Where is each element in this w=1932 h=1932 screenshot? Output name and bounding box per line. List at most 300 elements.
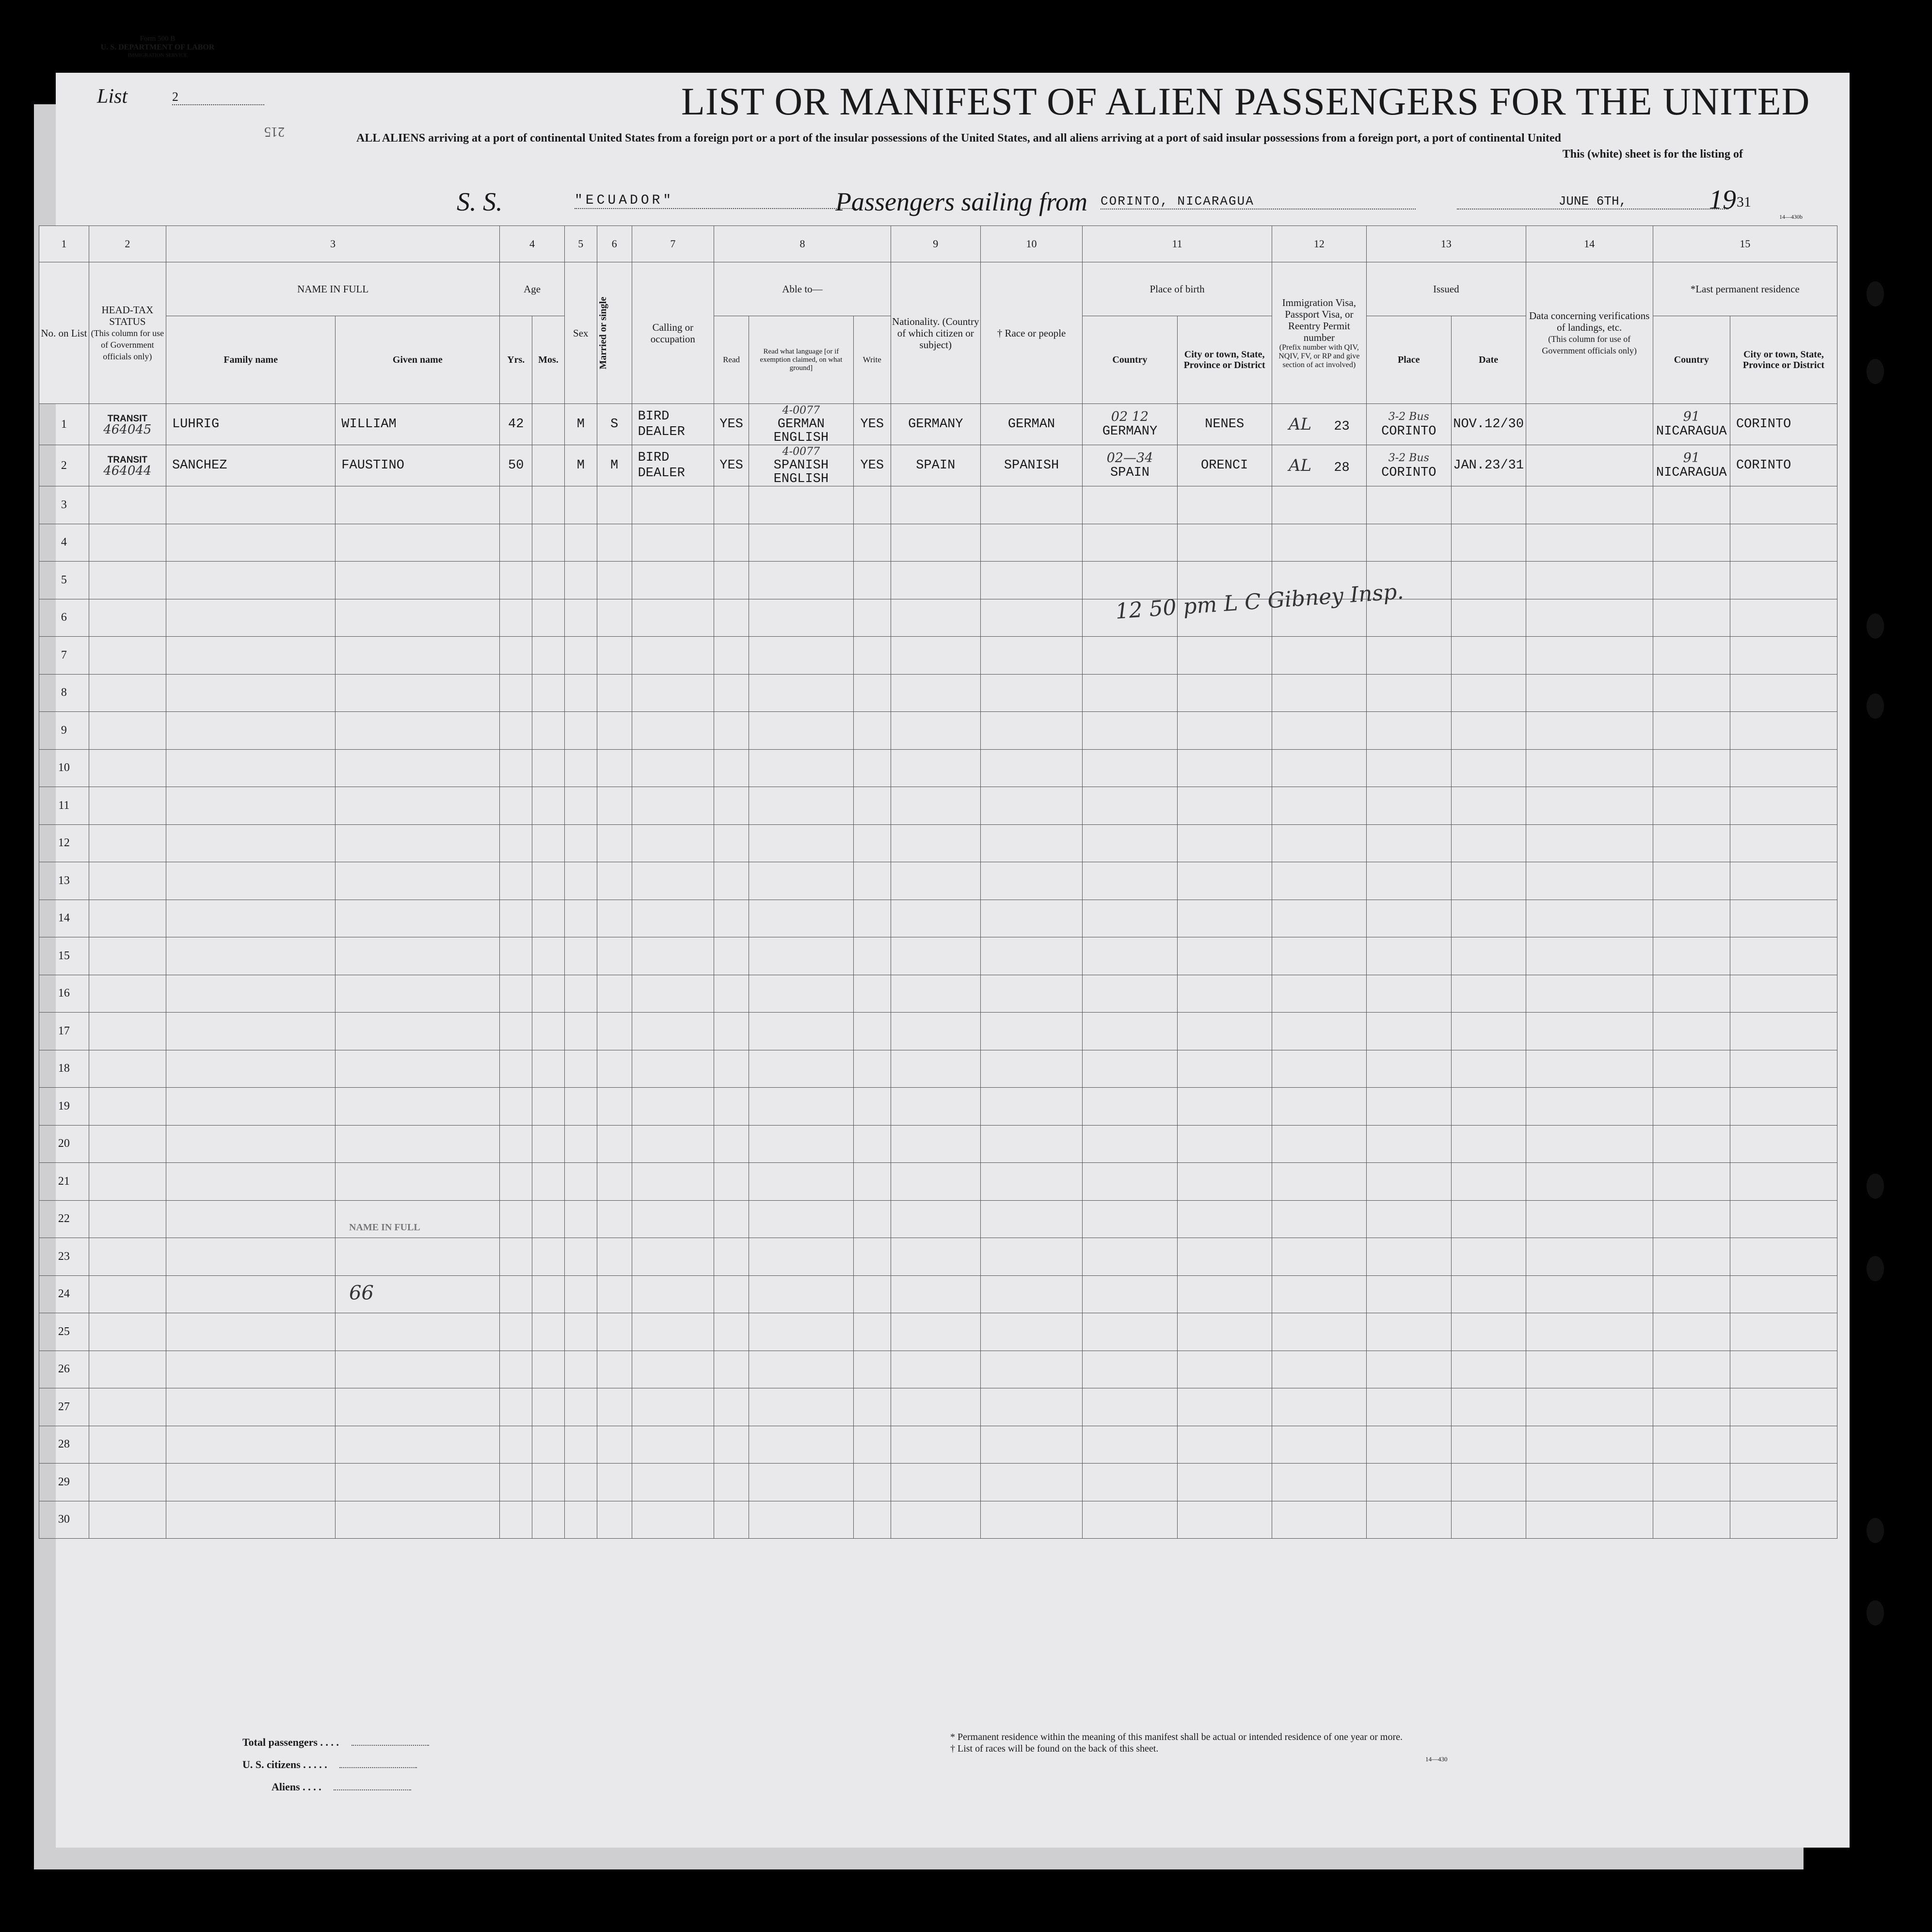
language-handwritten: 4-0077 <box>782 404 820 417</box>
col-7-number: 7 <box>632 226 714 262</box>
empty-cell <box>1653 486 1730 524</box>
empty-cell <box>1526 1501 1653 1539</box>
empty-cell <box>1526 486 1653 524</box>
empty-cell <box>597 749 632 787</box>
empty-cell <box>597 1464 632 1501</box>
empty-cell <box>597 1163 632 1201</box>
transit-stamp: TRANSIT <box>107 414 148 424</box>
empty-cell <box>1083 749 1177 787</box>
empty-cell <box>632 1464 714 1501</box>
empty-cell <box>564 862 597 900</box>
empty-cell <box>166 1351 335 1388</box>
empty-cell <box>564 975 597 1013</box>
issued-place-value: CORINTO <box>1381 466 1437 480</box>
empty-cell <box>500 1426 532 1464</box>
empty-cell <box>1526 637 1653 675</box>
empty-cell <box>1526 1013 1653 1050</box>
empty-cell <box>1730 975 1837 1013</box>
empty-cell <box>1653 749 1730 787</box>
empty-row <box>39 1125 1837 1163</box>
row-number: 26 <box>39 1351 89 1388</box>
can-read: YES <box>714 445 749 486</box>
empty-cell <box>1526 1426 1653 1464</box>
empty-cell <box>1451 637 1526 675</box>
empty-cell <box>853 1125 891 1163</box>
ship-name: "ECUADOR" <box>575 193 856 209</box>
issued-handwritten: 3-2 Bus <box>1388 452 1429 464</box>
empty-cell <box>1272 749 1366 787</box>
empty-cell <box>1653 1088 1730 1126</box>
empty-cell <box>714 824 749 862</box>
empty-row <box>39 562 1837 599</box>
empty-cell <box>749 1388 854 1426</box>
empty-cell <box>1451 1426 1526 1464</box>
empty-cell <box>980 1088 1083 1126</box>
empty-cell <box>749 562 854 599</box>
empty-cell <box>166 787 335 825</box>
empty-cell <box>1366 862 1451 900</box>
empty-cell <box>1451 1013 1526 1050</box>
empty-cell <box>500 674 532 712</box>
empty-cell <box>714 486 749 524</box>
empty-cell <box>500 824 532 862</box>
empty-cell <box>891 712 980 750</box>
empty-cell <box>1083 1464 1177 1501</box>
empty-cell <box>749 1200 854 1238</box>
us-citizens-label: U. S. citizens <box>242 1758 301 1771</box>
empty-cell <box>980 1013 1083 1050</box>
empty-cell <box>1451 1351 1526 1388</box>
empty-cell <box>1177 1388 1272 1426</box>
empty-cell <box>89 900 166 937</box>
empty-cell <box>166 1313 335 1351</box>
empty-cell <box>500 1088 532 1126</box>
empty-cell <box>1526 1200 1653 1238</box>
empty-cell <box>532 900 565 937</box>
empty-cell <box>597 1013 632 1050</box>
empty-row <box>39 1200 1837 1238</box>
empty-cell <box>1730 900 1837 937</box>
row-number: 27 <box>39 1388 89 1426</box>
married-header <box>597 262 632 404</box>
empty-cell <box>980 1388 1083 1426</box>
empty-cell <box>564 1125 597 1163</box>
nationality: GERMANY <box>891 404 980 445</box>
empty-row <box>39 1238 1837 1276</box>
empty-cell <box>597 1050 632 1088</box>
empty-cell <box>1451 824 1526 862</box>
language-1: SPANISH <box>773 458 829 473</box>
empty-cell <box>1366 1125 1451 1163</box>
empty-cell <box>1083 1388 1177 1426</box>
visa-title: Immigration Visa, Passport Visa, or Reentry Permit number <box>1282 296 1357 343</box>
empty-cell <box>166 712 335 750</box>
row-number: 9 <box>39 712 89 750</box>
empty-cell <box>1272 1088 1366 1126</box>
empty-cell <box>89 1200 166 1238</box>
empty-cell <box>714 1200 749 1238</box>
birth-city: ORENCI <box>1177 445 1272 486</box>
empty-cell <box>532 1275 565 1313</box>
empty-row <box>39 787 1837 825</box>
visa-value: 23 <box>1334 419 1350 434</box>
empty-cell <box>166 486 335 524</box>
empty-cell <box>1083 1275 1177 1313</box>
empty-cell <box>1272 937 1366 975</box>
empty-cell <box>632 1313 714 1351</box>
empty-cell <box>632 1125 714 1163</box>
empty-cell <box>1177 486 1272 524</box>
issued-handwritten: 3-2 Bus <box>1388 411 1429 423</box>
race: SPANISH <box>980 445 1083 486</box>
empty-cell <box>564 937 597 975</box>
empty-cell <box>89 1464 166 1501</box>
empty-cell <box>714 1426 749 1464</box>
empty-cell <box>1653 900 1730 937</box>
empty-cell <box>1366 524 1451 562</box>
empty-cell <box>597 1313 632 1351</box>
row-number: 11 <box>39 787 89 825</box>
empty-cell <box>532 1313 565 1351</box>
empty-cell <box>1730 862 1837 900</box>
col-1-number: 1 <box>39 226 89 262</box>
empty-cell <box>1730 1501 1837 1539</box>
empty-row <box>39 1313 1837 1351</box>
form-header <box>80 35 235 60</box>
empty-cell <box>564 1200 597 1238</box>
empty-cell <box>891 1050 980 1088</box>
read-language <box>749 445 854 486</box>
passenger-row <box>39 445 1837 486</box>
total-passengers-field[interactable] <box>351 1745 429 1746</box>
occupation-line-1: BIRD <box>638 451 670 465</box>
empty-cell <box>597 862 632 900</box>
empty-cell <box>335 749 500 787</box>
empty-cell <box>749 524 854 562</box>
row-number: 20 <box>39 1125 89 1163</box>
empty-cell <box>891 749 980 787</box>
empty-cell <box>632 637 714 675</box>
empty-row <box>39 712 1837 750</box>
empty-cell <box>632 1426 714 1464</box>
passenger-row <box>39 404 1837 445</box>
empty-cell <box>1177 1200 1272 1238</box>
empty-cell <box>532 862 565 900</box>
empty-cell <box>980 674 1083 712</box>
row-number: 13 <box>39 862 89 900</box>
row-number: 30 <box>39 1501 89 1539</box>
empty-cell <box>597 599 632 637</box>
empty-cell <box>500 1275 532 1313</box>
given-name: FAUSTINO <box>335 445 500 486</box>
visa-header <box>1272 262 1366 404</box>
empty-cell <box>1083 1163 1177 1201</box>
empty-cell <box>749 824 854 862</box>
language-2: ENGLISH <box>773 472 829 486</box>
empty-cell <box>980 637 1083 675</box>
nationality: SPAIN <box>891 445 980 486</box>
empty-cell <box>980 900 1083 937</box>
age-mos-header: Mos. <box>532 316 565 404</box>
empty-cell <box>1526 599 1653 637</box>
residence-country <box>1653 404 1730 445</box>
empty-cell <box>632 486 714 524</box>
empty-cell <box>891 1426 980 1464</box>
passengers-sailing-label: Passengers sailing from <box>835 187 1088 216</box>
empty-cell <box>1451 1464 1526 1501</box>
empty-cell <box>166 562 335 599</box>
empty-cell <box>1653 1501 1730 1539</box>
aliens-label: Aliens <box>271 1781 300 1793</box>
empty-cell <box>749 975 854 1013</box>
row-number: 4 <box>39 524 89 562</box>
occupation-line-2: DEALER <box>638 466 685 481</box>
empty-cell <box>1083 1050 1177 1088</box>
empty-row <box>39 1501 1837 1539</box>
empty-cell <box>166 599 335 637</box>
empty-cell <box>1730 1013 1837 1050</box>
visa-number <box>1272 445 1366 486</box>
empty-cell <box>1272 787 1366 825</box>
col-13-number: 13 <box>1366 226 1526 262</box>
binder-hole <box>1867 1256 1884 1281</box>
empty-cell <box>853 1088 891 1126</box>
empty-cell <box>564 599 597 637</box>
empty-cell <box>749 1050 854 1088</box>
empty-cell <box>166 1088 335 1126</box>
empty-cell <box>714 1313 749 1351</box>
empty-cell <box>597 674 632 712</box>
empty-cell <box>166 1238 335 1276</box>
empty-cell <box>532 562 565 599</box>
empty-cell <box>632 1351 714 1388</box>
empty-cell <box>1083 937 1177 975</box>
empty-cell <box>853 1238 891 1276</box>
empty-cell <box>532 1426 565 1464</box>
empty-cell <box>891 787 980 825</box>
empty-cell <box>853 824 891 862</box>
empty-cell <box>335 599 500 637</box>
empty-cell <box>335 1125 500 1163</box>
empty-cell <box>1451 1163 1526 1201</box>
empty-cell <box>1653 1238 1730 1276</box>
empty-cell <box>980 975 1083 1013</box>
empty-cell <box>1177 1125 1272 1163</box>
empty-cell <box>632 787 714 825</box>
empty-cell <box>335 486 500 524</box>
empty-row <box>39 1464 1837 1501</box>
empty-cell <box>749 1313 854 1351</box>
empty-cell <box>1366 1200 1451 1238</box>
empty-cell <box>632 975 714 1013</box>
faint-bleedthrough-text: NAME IN FULL <box>349 1222 420 1233</box>
empty-cell <box>1653 712 1730 750</box>
empty-cell <box>1366 674 1451 712</box>
empty-cell <box>335 1351 500 1388</box>
empty-cell <box>853 1013 891 1050</box>
empty-cell <box>532 787 565 825</box>
empty-cell <box>1526 1125 1653 1163</box>
empty-cell <box>1366 1238 1451 1276</box>
empty-cell <box>335 1050 500 1088</box>
empty-cell <box>1526 1464 1653 1501</box>
empty-cell <box>891 599 980 637</box>
empty-cell <box>564 1426 597 1464</box>
total-passengers-label: Total passengers <box>242 1736 318 1748</box>
empty-cell <box>853 862 891 900</box>
footnotes <box>950 1731 1403 1755</box>
empty-cell <box>1177 749 1272 787</box>
row-number: 8 <box>39 674 89 712</box>
sex-header: Sex <box>564 262 597 404</box>
empty-cell <box>1177 712 1272 750</box>
empty-cell <box>1177 1088 1272 1126</box>
empty-cell <box>89 787 166 825</box>
empty-cell <box>853 787 891 825</box>
empty-cell <box>1730 787 1837 825</box>
empty-cell <box>564 749 597 787</box>
empty-cell <box>1526 1351 1653 1388</box>
empty-cell <box>500 637 532 675</box>
empty-cell <box>564 787 597 825</box>
empty-cell <box>1730 1200 1837 1238</box>
empty-cell <box>335 1388 500 1426</box>
empty-cell <box>853 1388 891 1426</box>
empty-cell <box>980 1200 1083 1238</box>
empty-cell <box>1083 1426 1177 1464</box>
empty-cell <box>89 1313 166 1351</box>
empty-cell <box>1366 1013 1451 1050</box>
col-12-number: 12 <box>1272 226 1366 262</box>
empty-cell <box>980 1313 1083 1351</box>
data-verification-note: (This column for use of Government officials only) <box>1542 334 1637 355</box>
empty-cell <box>1083 1013 1177 1050</box>
empty-cell <box>335 824 500 862</box>
birth-city: NENES <box>1177 404 1272 445</box>
empty-cell <box>166 862 335 900</box>
empty-cell <box>1451 1388 1526 1426</box>
empty-cell <box>500 1238 532 1276</box>
binder-hole <box>1867 1518 1884 1543</box>
empty-cell <box>749 1125 854 1163</box>
can-write: YES <box>853 404 891 445</box>
empty-cell <box>1083 524 1177 562</box>
empty-cell <box>632 1013 714 1050</box>
empty-cell <box>632 524 714 562</box>
row-number: 7 <box>39 637 89 675</box>
empty-cell <box>1083 712 1177 750</box>
service-name: IMMIGRATION SERVICE <box>128 52 188 58</box>
empty-cell <box>1083 1200 1177 1238</box>
empty-cell <box>532 1163 565 1201</box>
empty-cell <box>1730 749 1837 787</box>
empty-cell <box>1730 674 1837 712</box>
empty-cell <box>564 524 597 562</box>
empty-cell <box>714 862 749 900</box>
empty-cell <box>1272 1275 1366 1313</box>
empty-cell <box>500 900 532 937</box>
row-number: 18 <box>39 1050 89 1088</box>
empty-cell <box>1083 975 1177 1013</box>
empty-cell <box>1366 749 1451 787</box>
empty-cell <box>891 486 980 524</box>
empty-cell <box>1272 486 1366 524</box>
binder-hole <box>1867 613 1884 639</box>
empty-cell <box>335 975 500 1013</box>
empty-cell <box>891 1163 980 1201</box>
empty-cell <box>1653 562 1730 599</box>
last-residence-header: *Last permanent residence <box>1653 262 1837 316</box>
empty-cell <box>532 1238 565 1276</box>
empty-row <box>39 862 1837 900</box>
empty-cell <box>1451 1125 1526 1163</box>
empty-cell <box>597 562 632 599</box>
empty-cell <box>1526 1313 1653 1351</box>
empty-cell <box>853 712 891 750</box>
empty-cell <box>1451 524 1526 562</box>
footnote-races: † List of races will be found on the back of this sheet. <box>950 1743 1159 1754</box>
empty-cell <box>1177 674 1272 712</box>
us-citizens-field[interactable] <box>339 1767 417 1768</box>
empty-cell <box>335 1013 500 1050</box>
residence-country-header: Country <box>1653 316 1730 404</box>
empty-cell <box>891 562 980 599</box>
empty-row <box>39 1088 1837 1126</box>
head-tax-header <box>89 262 166 404</box>
empty-cell <box>1366 637 1451 675</box>
empty-cell <box>1366 1088 1451 1126</box>
empty-cell <box>1272 1125 1366 1163</box>
age-months <box>532 404 565 445</box>
empty-cell <box>1177 1050 1272 1088</box>
empty-cell <box>1083 824 1177 862</box>
empty-row <box>39 1013 1837 1050</box>
empty-cell <box>1177 1238 1272 1276</box>
empty-cell <box>853 1501 891 1539</box>
birth-country-value: GERMANY <box>1102 424 1158 439</box>
empty-cell <box>1653 524 1730 562</box>
empty-cell <box>532 1464 565 1501</box>
empty-cell <box>597 637 632 675</box>
place-of-birth-header: Place of birth <box>1083 262 1272 316</box>
age-months <box>532 445 565 486</box>
row-number: 16 <box>39 975 89 1013</box>
empty-cell <box>597 975 632 1013</box>
head-tax-cell <box>89 445 166 486</box>
row-number: 10 <box>39 749 89 787</box>
empty-cell <box>1272 1464 1366 1501</box>
empty-cell <box>1083 562 1177 599</box>
empty-cell <box>597 1088 632 1126</box>
empty-cell <box>632 1200 714 1238</box>
empty-cell <box>89 524 166 562</box>
empty-cell <box>1272 824 1366 862</box>
aliens-field[interactable] <box>334 1789 411 1790</box>
binder-hole <box>1867 693 1884 719</box>
empty-cell <box>564 562 597 599</box>
empty-cell <box>1526 1163 1653 1201</box>
empty-cell <box>1366 712 1451 750</box>
head-tax-note: (This column for use of Government officials only) <box>91 328 164 361</box>
empty-cell <box>632 862 714 900</box>
empty-cell <box>500 712 532 750</box>
empty-cell <box>89 1238 166 1276</box>
age-yrs-header: Yrs. <box>500 316 532 404</box>
issued-place <box>1366 404 1451 445</box>
empty-cell <box>853 1200 891 1238</box>
empty-cell <box>1083 1125 1177 1163</box>
empty-cell <box>532 1351 565 1388</box>
